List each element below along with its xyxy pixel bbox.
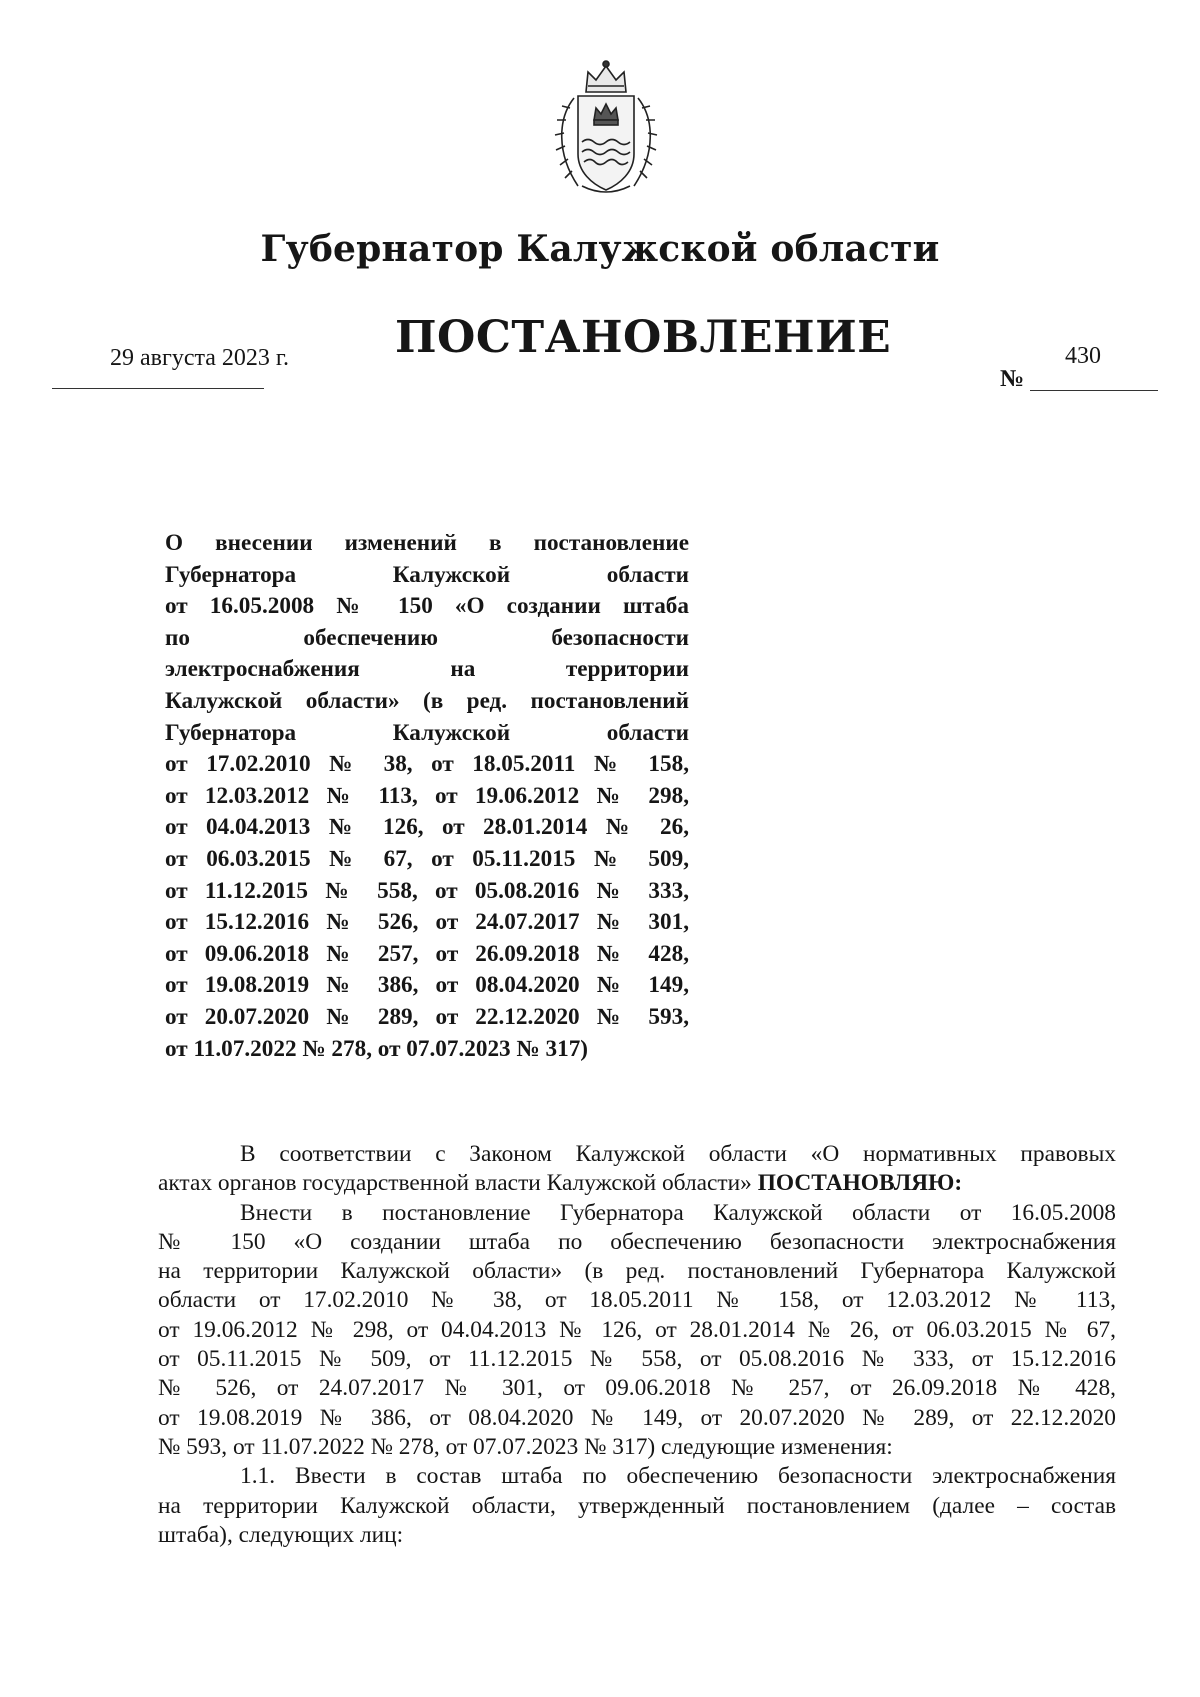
subject-line: Калужской области» (в ред. постановлений — [165, 687, 689, 714]
document-type-title: ПОСТАНОВЛЕНИЕ — [395, 312, 892, 363]
paragraph-line: от 19.06.2012 № 298, от 04.04.2013 № 126, от 28.01.2014 № 26, от 06.03.2015 № 67, — [158, 1316, 1116, 1343]
subject-line: от 19.08.2019 № 386, от 08.04.2020 № 149, — [165, 972, 689, 999]
paragraph-line: № 526, от 24.07.2017 № 301, от 09.06.2018 № 257, от 26.09.2018 № 428, — [158, 1375, 1116, 1402]
paragraph-line: № 150 «О создании штаба по обеспечению безопасности электроснабжения — [158, 1228, 1116, 1255]
paragraph-line: 1.1. Ввести в состав штаба по обеспечению безопасности электроснабжения — [240, 1463, 1116, 1490]
document-body — [158, 1140, 1116, 1550]
document-subject — [165, 528, 689, 1065]
number-underline — [1030, 390, 1158, 391]
paragraph-line: штаба), следующих лиц: — [158, 1521, 404, 1548]
paragraph-line: области от 17.02.2010 № 38, от 18.05.2011 № 158, от 12.03.2012 № 113, — [158, 1287, 1116, 1314]
subject-line: от 11.12.2015 № 558, от 05.08.2016 № 333, — [165, 877, 689, 904]
preamble-text: актах органов государственной власти Калужской области» — [158, 1170, 752, 1197]
subject-line: Губернатора Калужской области — [165, 561, 689, 588]
document-date: 29 августа 2023 г. — [110, 345, 290, 371]
paragraph-line: на территории Калужской области» (в ред. постановлений Губернатора Калужской — [158, 1258, 1116, 1285]
resolve-keyword: ПОСТАНОВЛЯЮ: — [757, 1170, 963, 1197]
subject-line: от 12.03.2012 № 113, от 19.06.2012 № 298, — [165, 782, 689, 809]
clause-1-1-paragraph — [158, 1462, 1116, 1550]
paragraph-line — [158, 1169, 1116, 1198]
subject-line: от 09.06.2018 № 257, от 26.09.2018 № 428, — [165, 940, 689, 967]
document-number: 430 — [1065, 343, 1101, 369]
subject-line: электроснабжения на территории — [165, 656, 689, 683]
preamble-paragraph — [158, 1140, 1116, 1199]
subject-line: от 11.07.2022 № 278, от 07.07.2023 № 317) — [165, 1035, 589, 1062]
amendment-paragraph — [158, 1199, 1116, 1463]
paragraph-line: от 05.11.2015 № 509, от 11.12.2015 № 558, от 05.08.2016 № 333, от 15.12.2016 — [158, 1346, 1116, 1373]
subject-line: от 06.03.2015 № 67, от 05.11.2015 № 509, — [165, 845, 689, 872]
date-underline — [52, 388, 264, 389]
subject-line: О внесении изменений в постановление — [165, 530, 689, 556]
paragraph-line: № 593, от 11.07.2022 № 278, от 07.07.2023 № 317) следующие изменения: — [158, 1433, 893, 1460]
subject-line: от 17.02.2010 № 38, от 18.05.2011 № 158, — [165, 751, 689, 778]
subject-line: от 04.04.2013 № 126, от 28.01.2014 № 26, — [165, 814, 689, 841]
subject-line: от 15.12.2016 № 526, от 24.07.2017 № 301, — [165, 909, 689, 936]
issuing-authority: Губернатор Калужской области — [260, 228, 940, 270]
paragraph-line: Внести в постановление Губернатора Калужской области от 16.05.2008 — [240, 1199, 1116, 1226]
paragraph-line: от 19.08.2019 № 386, от 08.04.2020 № 149, от 20.07.2020 № 289, от 22.12.2020 — [158, 1404, 1116, 1431]
subject-line: Губернатора Калужской области — [165, 719, 689, 746]
subject-line: от 20.07.2020 № 289, от 22.12.2020 № 593, — [165, 1003, 689, 1030]
document-number-label: № — [1000, 366, 1025, 392]
subject-line: от 16.05.2008 № 150 «О создании штаба — [165, 593, 689, 620]
paragraph-line: на территории Калужской области, утвержденный постановлением (далее – состав — [158, 1492, 1116, 1519]
paragraph-line: В соответствии с Законом Калужской области «О нормативных правовых — [240, 1141, 1116, 1167]
kaluga-coat-of-arms-icon — [548, 58, 664, 198]
subject-line: по обеспечению безопасности — [165, 624, 689, 651]
